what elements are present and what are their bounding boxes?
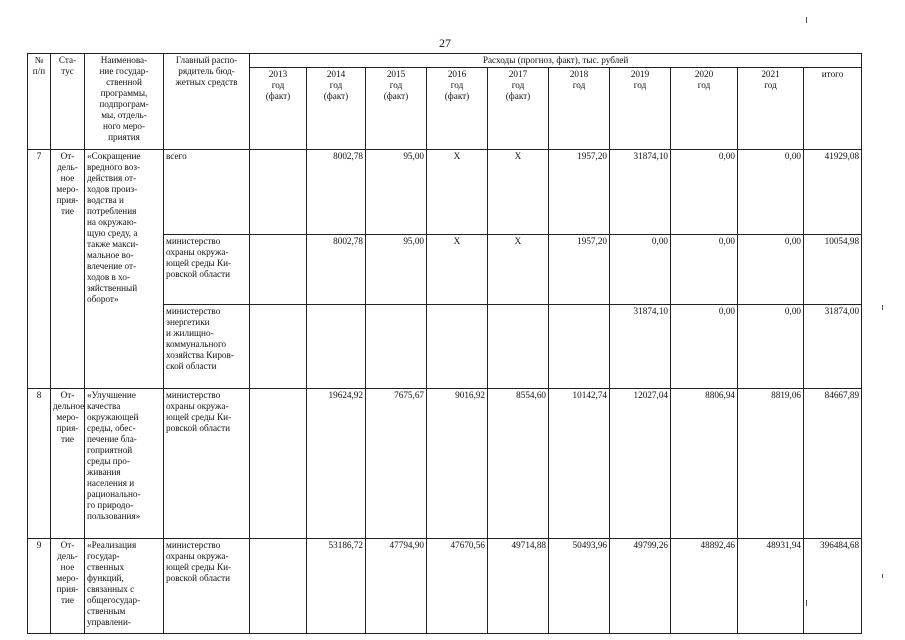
header-year: 2018 год [549, 68, 610, 150]
row-status: От- дельное меро- прия- тие [51, 389, 85, 539]
row-year-value: 8806,94 [671, 389, 738, 539]
row-year-value: 19624,92 [307, 389, 366, 539]
row-year-value: X [488, 150, 549, 235]
header-year: 2017 год (факт) [488, 68, 549, 150]
row-year-value [250, 539, 307, 634]
row-name: «Реализация государ- ственных функций, связанных с общегосудар- ственным управлени- [85, 539, 164, 634]
row-year-value: 48892,46 [671, 539, 738, 634]
scan-speck [882, 574, 883, 578]
scan-speck [806, 17, 807, 23]
row-year-value: 8819,06 [738, 389, 804, 539]
header-year: 2021 год [738, 68, 804, 150]
row-year-value: 0,00 [610, 235, 671, 305]
row-year-value: 50493,96 [549, 539, 610, 634]
row-number: 9 [28, 539, 51, 634]
row-year-value: X [427, 235, 488, 305]
row-year-value: 9016,92 [427, 389, 488, 539]
row-year-value: 95,00 [366, 150, 427, 235]
row-year-value: 0,00 [738, 305, 804, 389]
header-name: Наименова- ние государ- ственной программы, подпрограм- мы, отдель- ного меро- приятия [85, 54, 164, 150]
row-year-value [307, 305, 366, 389]
row-manager: министерство охраны окружа- ющей среды Ки- ровской области [164, 389, 250, 539]
row-manager: всего [164, 150, 250, 235]
table-row [28, 389, 862, 539]
header-num: № п/п [28, 54, 51, 150]
header-year: 2020 год [671, 68, 738, 150]
row-year-value: 47794,90 [366, 539, 427, 634]
header-year: 2019 год [610, 68, 671, 150]
header-total: итого [804, 68, 862, 150]
row-year-value: 0,00 [738, 235, 804, 305]
row-year-value [250, 305, 307, 389]
row-year-value [250, 150, 307, 235]
table-body [28, 150, 862, 634]
row-year-value [250, 389, 307, 539]
row-year-value: 48931,94 [738, 539, 804, 634]
row-manager: министерство охраны окружа- ющей среды Ки- ровской области [164, 539, 250, 634]
row-year-value [488, 305, 549, 389]
row-year-value: 1957,20 [549, 235, 610, 305]
header-status: Ста- тус [51, 54, 85, 150]
table-row [28, 150, 862, 235]
header-year: 2014 год (факт) [307, 68, 366, 150]
row-year-value: 0,00 [671, 235, 738, 305]
row-year-value: 95,00 [366, 235, 427, 305]
row-total-value: 31874,00 [804, 305, 862, 389]
header-year: 2015 год (факт) [366, 68, 427, 150]
row-year-value [427, 305, 488, 389]
row-year-value: 31874,10 [610, 150, 671, 235]
scan-speck [806, 600, 807, 606]
row-year-value: X [488, 235, 549, 305]
row-manager: министерство энергетики и жилищно- коммунального хозяйства Киров- ской области [164, 305, 250, 389]
row-total-value: 41929,08 [804, 150, 862, 235]
row-year-value: 1957,20 [549, 150, 610, 235]
row-year-value: 49799,26 [610, 539, 671, 634]
row-number: 8 [28, 389, 51, 539]
row-year-value: 12027,04 [610, 389, 671, 539]
row-status: От- дель- ное меро- прия- тие [51, 150, 85, 389]
row-total-value: 396484,68 [804, 539, 862, 634]
page-number: 27 [439, 36, 451, 50]
row-year-value: 10142,74 [549, 389, 610, 539]
row-year-value: 49714,88 [488, 539, 549, 634]
row-year-value: 0,00 [671, 305, 738, 389]
row-year-value [366, 305, 427, 389]
row-status: От- дель- ное меро- прия- тие [51, 539, 85, 634]
row-year-value: 8554,60 [488, 389, 549, 539]
header-manager: Главный распо- рядитель бюд- жетных средств [164, 54, 250, 150]
row-total-value: 10054,98 [804, 235, 862, 305]
row-name: «Улучшение качества окружающей среды, обес- печение бла- гоприятной среды про- живания населения и рационально- го природо- пользования» [85, 389, 164, 539]
row-year-value: 0,00 [738, 150, 804, 235]
row-number: 7 [28, 150, 51, 389]
row-year-value: 53186,72 [307, 539, 366, 634]
budget-table [27, 53, 862, 634]
row-year-value: 31874,10 [610, 305, 671, 389]
row-total-value: 84667,89 [804, 389, 862, 539]
table-row [28, 539, 862, 634]
row-year-value: 7675,67 [366, 389, 427, 539]
header-expenses: Расходы (прогноз, факт), тыс. рублей [250, 54, 862, 68]
row-year-value: 8002,78 [307, 235, 366, 305]
row-name: «Сокращение вредного воз- действия от- ходов произ- водства и потребления на окружаю- щую среду, а также макси- мальное во- влечение от- ходов в хо- зяйственный оборот» [85, 150, 164, 389]
row-year-value: 47670,56 [427, 539, 488, 634]
row-year-value: 0,00 [671, 150, 738, 235]
row-year-value: 8002,78 [307, 150, 366, 235]
row-year-value [250, 235, 307, 305]
header-year: 2013 год (факт) [250, 68, 307, 150]
scan-speck [882, 305, 883, 310]
header-year: 2016 год (факт) [427, 68, 488, 150]
row-year-value: X [427, 150, 488, 235]
table-header [28, 54, 862, 150]
row-year-value [549, 305, 610, 389]
row-manager: министерство охраны окружа- ющей среды Ки- ровской области [164, 235, 250, 305]
